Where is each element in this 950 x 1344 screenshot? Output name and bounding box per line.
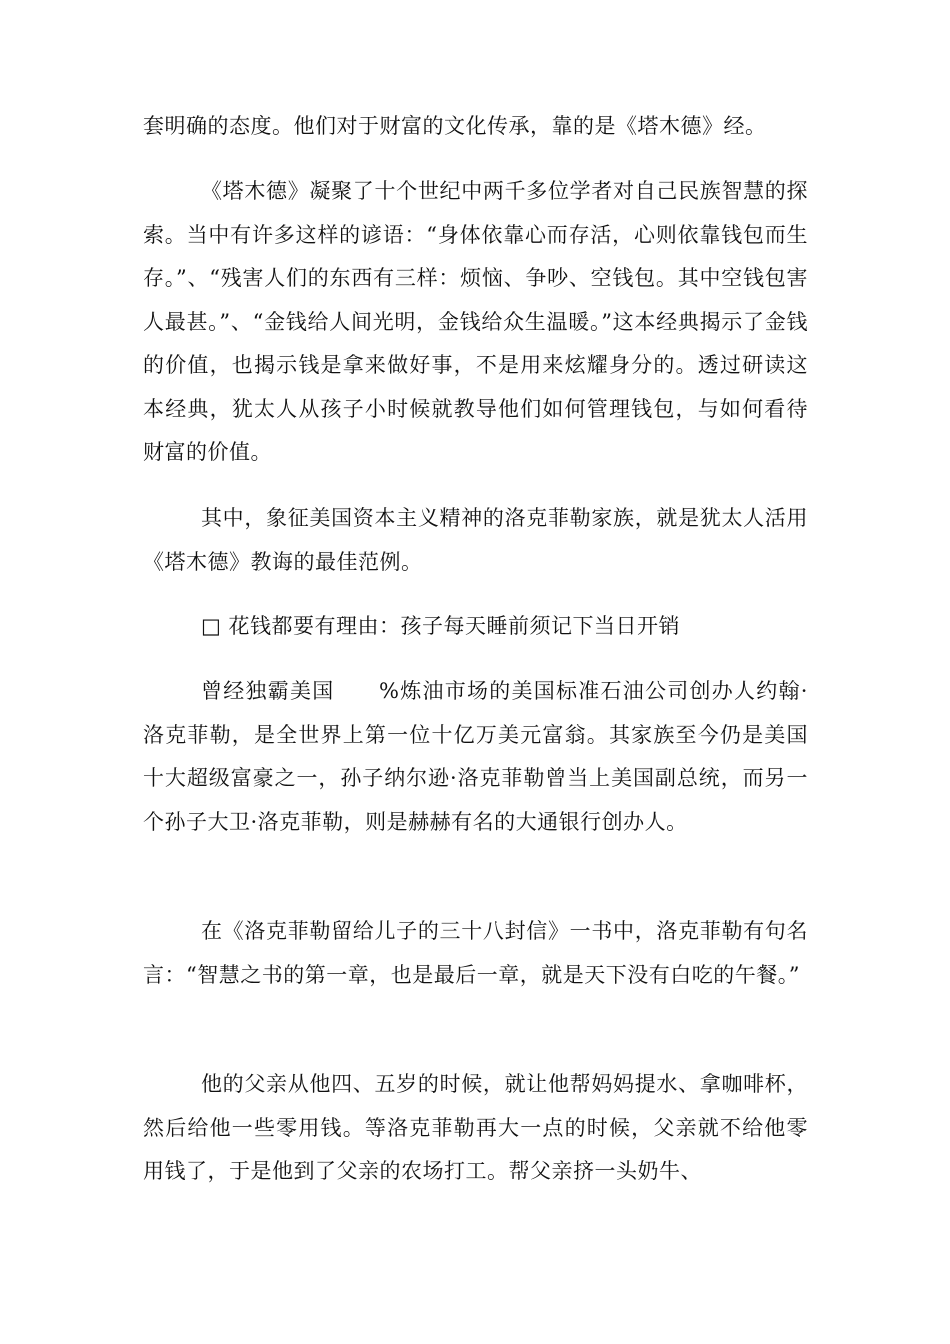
section-heading: □ 花钱都要有理由：孩子每天睡前须记下当日开销 — [201, 614, 681, 638]
paragraph-rockefeller-family: 其中，象征美国资本主义精神的洛克菲勒家族，就是犹太人活用《塔木德》教诲的最佳范例。 — [143, 506, 808, 574]
paragraph-john-rockefeller: 曾经独霸美国 %炼油市场的美国标准石油公司创办人约翰·洛克菲勒，是全世界上第一位十亿万美元富翁。其家族至今仍是美国十大超级富豪之一，孙子纳尔逊·洛克菲勒曾当上美国副总统，而另一个孙子大卫·洛克菲勒，则是赫赫有名的大通银行创办人。 — [143, 679, 808, 834]
paragraph-famous-quote: 在《洛克菲勒留给儿子的三十八封信》一书中，洛克菲勒有句名言：“智慧之书的第一章，也是最后一章，就是天下没有白吃的午餐。” — [143, 919, 808, 987]
paragraph-talmud: 《塔木德》凝聚了十个世纪中两千多位学者对自己民族智慧的探索。当中有许多这样的谚语：“身体依靠心而存活，心则依靠钱包而生存。”、“残害人们的东西有三样：烦恼、争吵、空钱包。其中空钱包害人最甚。”、“金钱给人间光明，金钱给众生温暖。”这本经典揭示了金钱的价值，也揭示钱是拿来做好事，不是用来炫耀身分的。透过研读这本经典，犹太人从孩子小时候就教导他们如何管理钱包，与如何看待财富的价值。 — [143, 179, 808, 464]
paragraph-father: 他的父亲从他四、五岁的时候，就让他帮妈妈提水、拿咖啡杯，然后给他一些零用钱。等洛克菲勒再大一点的时候，父亲就不给他零用钱了，于是他到了父亲的农场打工。帮父亲挤一头奶牛、 — [143, 1072, 808, 1183]
paragraph-continuation: 套明确的态度。他们对于财富的文化传承，靠的是《塔木德》经。 — [143, 114, 767, 138]
